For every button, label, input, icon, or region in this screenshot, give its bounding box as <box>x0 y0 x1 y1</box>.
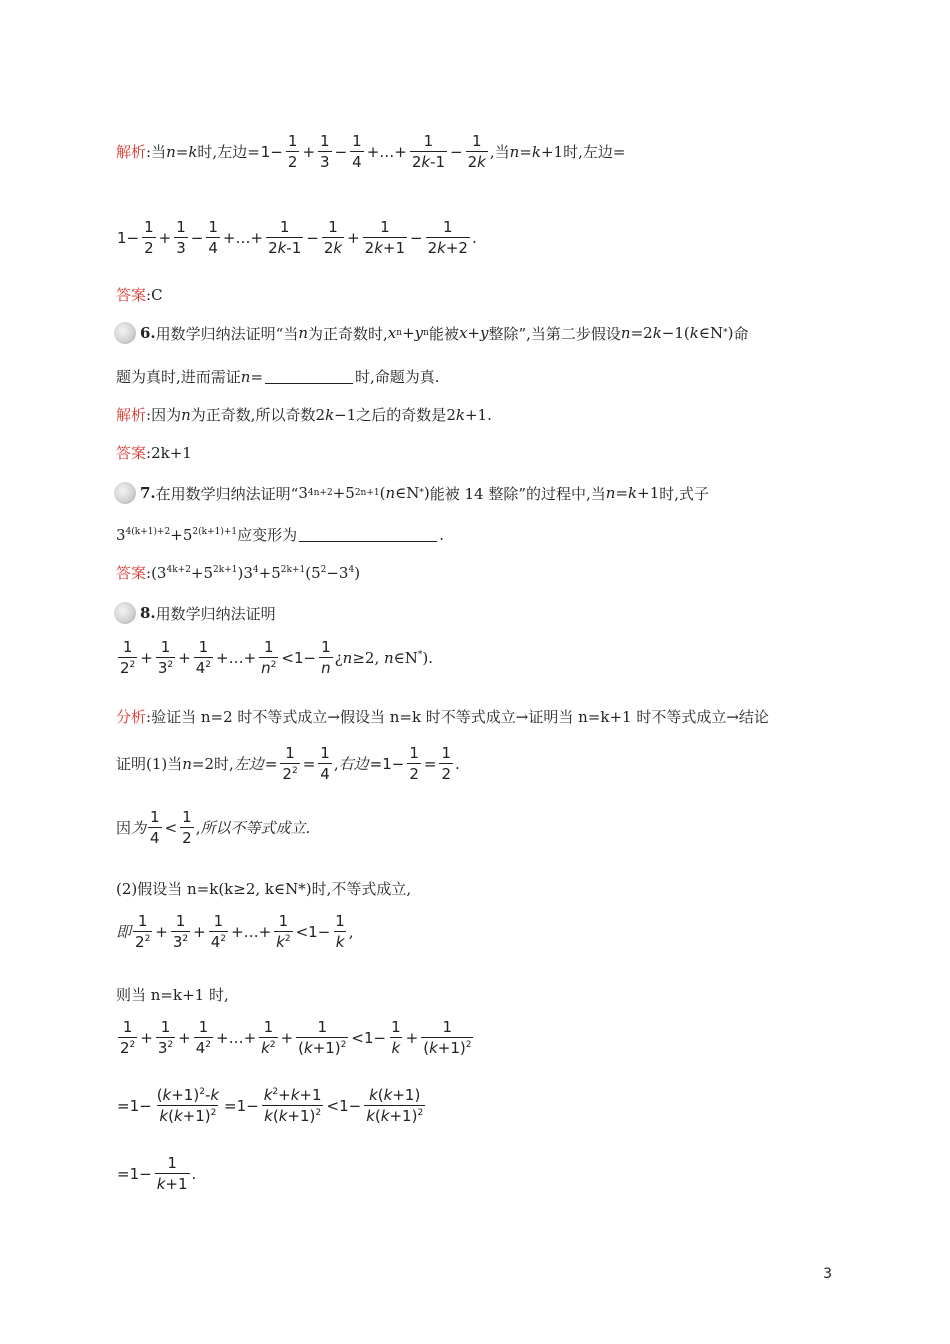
sol5-text1: :当 <box>146 143 167 161</box>
sol5-text4: 时,左边= <box>563 143 626 161</box>
question-marker-icon <box>114 602 136 624</box>
q6-sol2: 为正奇数,所以奇数 <box>190 406 316 424</box>
q8-proof1: 证明(1)当 n =2 时, 左边 = $\frac{1}{2^2}$ = $\frac{1}{4}$ , 右边 =1− $\frac{1}{2}$ = $\frac{1}{2}$ . <box>116 744 460 783</box>
q6-line1: 6. 用数学归纳法证明“当 n 为正奇数时, x n + y n 能被 x + y 整除”,当第二步假设 n =2 k −1( k ∈N * ) 命 <box>114 322 748 344</box>
answer-value: :C <box>146 285 163 304</box>
then-text: 则当 n=k+1 时, <box>116 986 229 1004</box>
proof1-b: 时, <box>214 755 234 773</box>
ji-text: 即 <box>116 923 132 941</box>
q8-number: 8. <box>140 604 156 622</box>
q6-line2b: 时,命题为真. <box>355 368 440 386</box>
page-number: 3 <box>823 1266 832 1282</box>
q7-text2: 能被 14 整除”的过程中,当 <box>429 484 606 503</box>
q8-text1: 用数学归纳法证明 <box>155 604 276 623</box>
question-marker-icon <box>114 482 136 504</box>
q6-number: 6. <box>140 324 156 342</box>
step2-text: (2)假设当 n=k(k≥2, k∈N*)时,不等式成立, <box>116 880 412 898</box>
q8-because: 因 为 $\frac{1}{4}$ < $\frac{1}{2}$ , 所以不等式成立. <box>116 808 311 847</box>
sol5-line2: 1− $\frac{1}{2}$ + $\frac{1}{3}$ − $\frac{1}{4}$ +…+ $\frac{1}{2k-1}$ − $\frac{1}{2k}$ + $\frac{1}{2k+1}$ − $\frac{1}{2k+2}$ . <box>117 218 477 257</box>
so-text: 所以不等式成立. <box>200 819 311 837</box>
because-ital: 为 <box>131 819 147 837</box>
answer-label: 答案 <box>116 286 147 304</box>
q7-answer: 答案 $:(3^{4k+2}+5^{2k+1})3^4+5^{2k+1}(5^2-3^4)$ <box>116 563 361 582</box>
sol5-answer <box>116 284 163 305</box>
analysis-text: :验证当 n=2 时不等式成立→假设当 n=k 时不等式成立→证明当 n=k+1 时不等式成立→结论 <box>146 708 769 726</box>
sol5-text3: 当 <box>494 143 510 161</box>
answer-blank <box>299 527 437 542</box>
q6-line2: 题为真时,进而需证 n = 时,命题为真. <box>116 367 440 386</box>
answer-blank <box>265 369 353 384</box>
q6-text2: 为正奇数时, <box>308 324 388 343</box>
q8-eq2: =1− $\frac{(k+1)^2-k}{k(k+1)^2}$ =1− $\frac{k^2+k+1}{k(k+1)^2}$ <1− $\frac{k(k+1)}{k(k+1)^2}$ <box>117 1086 424 1125</box>
right-side: 右边 <box>338 755 369 773</box>
because-text: 因 <box>116 819 132 837</box>
q6-text5: 命 <box>733 324 749 343</box>
q8-inequality: $\frac{1}{2^2}$ + $\frac{1}{3^2}$ + $\frac{1}{4^2}$ +…+ $\frac{1}{n^2}$ <1− $\frac{1}{n}$ ¿n≥2, n∈N*). <box>120 638 434 677</box>
q6-sol1: :因为 <box>146 406 182 424</box>
q8-then <box>116 984 229 1005</box>
q8-analysis <box>116 706 769 727</box>
q8-hypothesis: 即 $\frac{1}{2^2}$ + $\frac{1}{3^2}$ + $\frac{1}{4^2}$ +…+ $\frac{1}{k^2}$ <1− $\frac{1}{k}$ , <box>116 912 354 951</box>
q7-text3: 时,式子 <box>659 484 710 503</box>
q8-eq1: $\frac{1}{2^2}$ + $\frac{1}{3^2}$ + $\frac{1}{4^2}$ +…+ $\frac{1}{k^2}$ + $\frac{1}{(k+1)^2}$ <1− $\frac{1}{k}$ + $\frac{1}{(k+1)^2}$ <box>120 1018 472 1057</box>
sol5-line1: 解析 :当 n = k 时,左边= 1− $\frac{1}{2}$ + $\frac{1}{3}$ − $\frac{1}{4}$ +…+ $\frac{1}{2k-1}$ − $\frac{1}{2k}$ , 当 n = k +1 时,左边= <box>116 132 626 171</box>
q7-number: 7. <box>140 484 156 502</box>
question-marker-icon <box>114 322 136 344</box>
sol-label: 解析 <box>116 406 147 424</box>
answer-label: 答案 <box>116 564 147 582</box>
proof1-a: 证明(1)当 <box>116 755 183 773</box>
sol5-text2: 时,左边= <box>197 143 260 161</box>
q7-text1: 在用数学归纳法证明“ <box>155 484 299 503</box>
answer-label: 答案 <box>116 444 147 462</box>
q6-sol3: 之后的奇数是 <box>356 406 447 424</box>
q6-text1: 用数学归纳法证明“当 <box>155 324 299 343</box>
q8-step2 <box>116 878 411 899</box>
q6-solution: 解析 :因为 n 为正奇数,所以奇数 2 k −1 之后的奇数是 2 k +1. <box>116 405 492 424</box>
q6-answer <box>116 442 192 463</box>
q7-line2: $3^{4(k+1)+2}+5^{2(k+1)+1}$ 应变形为 . <box>116 525 444 544</box>
sol5-label: 解析 <box>116 143 147 161</box>
q6-text3: 能被 <box>428 324 459 343</box>
q6-text4: 整除”,当第二步假设 <box>488 324 621 343</box>
q8-eq3: =1− $\frac{1}{k+1}$ . <box>117 1154 197 1193</box>
q7-line2-text: 应变形为 <box>237 526 298 544</box>
left-side: 左边 <box>233 755 264 773</box>
q7-line1: 7. 在用数学归纳法证明“ 3 4n+2 +5 2n+1 ( n ∈N * ) 能被 14 整除”的过程中,当 n = k +1 时,式子 <box>114 482 709 504</box>
analysis-label: 分析 <box>116 708 147 726</box>
answer-value: :2k+1 <box>146 443 192 462</box>
q8-line1 <box>114 602 276 624</box>
q6-line2a: 题为真时,进而需证 <box>116 368 241 386</box>
fraction: $\frac{1}{2}$ <box>287 132 298 171</box>
